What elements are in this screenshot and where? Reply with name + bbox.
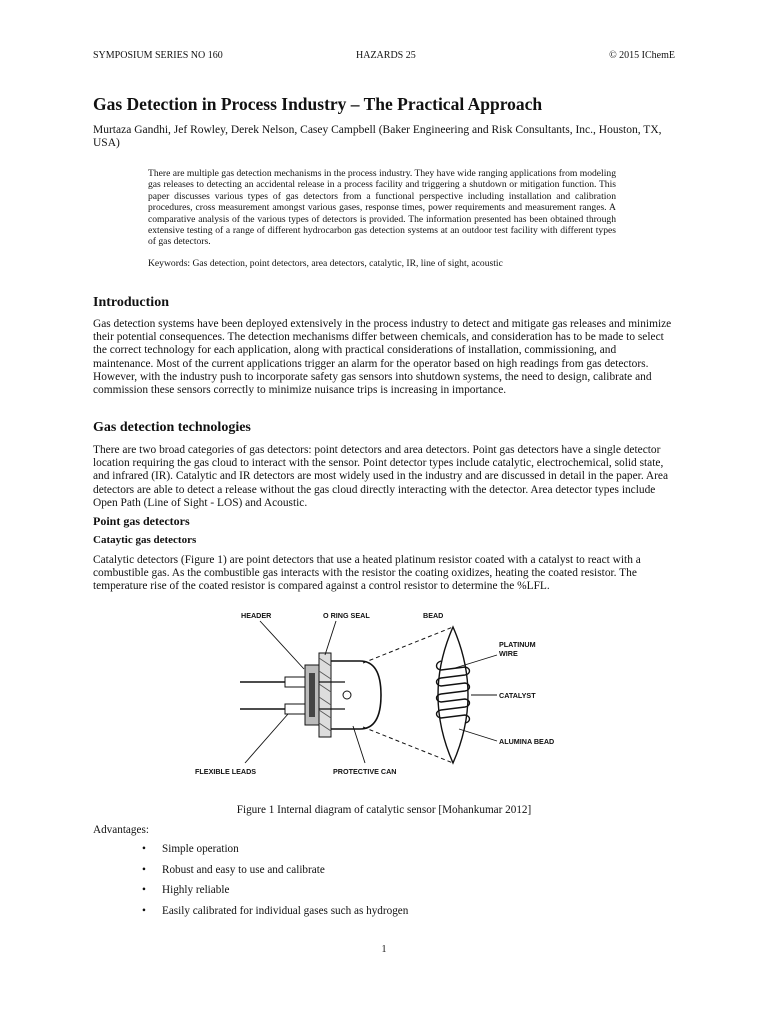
list-item: • Robust and easy to use and calibrate [142,864,408,885]
label-wire: WIRE [499,649,518,658]
list-item: • Easily calibrated for individual gases such as hydrogen [142,905,408,926]
catalytic-heading: Cataytic gas detectors [93,534,197,546]
lead-sleeve-bottom [285,704,307,714]
point-detectors-heading: Point gas detectors [93,514,190,528]
list-item: • Simple operation [142,843,408,864]
label-header: HEADER [241,611,272,620]
leader-alumina-bead [459,729,497,741]
leader-header [260,621,304,669]
advantages-label: Advantages: [93,824,149,836]
running-header-conference: HAZARDS 25 [356,50,416,61]
leader-o-ring [325,621,336,655]
keywords: Keywords: Gas detection, point detectors, area detectors, catalytic, IR, line of sight, acoustic [148,258,503,269]
bead-small [343,691,351,699]
figure-caption: Figure 1 Internal diagram of catalytic sensor [Mohankumar 2012] [236,804,532,816]
catalytic-sensor-diagram [185,603,585,793]
page-number: 1 [381,944,387,955]
running-header-copyright: © 2015 IChemE [609,50,675,61]
lead-sleeve-top [285,677,307,687]
projection-line-bottom [363,727,453,763]
abstract: There are multiple gas detection mechanisms in the process industry. They have wide ranging applications from modeling gas releases to detecting an accidental release in a process facility and triggering a shutdown or mitigation function. This paper discusses various types of gas detectors from a functional perspective including installation and calibration procedures, cross measurement amongst various gases, response times, power requirements and measurement ranges. A comparative analysis of the various types of detectors is provided. The information presented has been obtained through extensive testing of a range of different hydrocarbon gas detection systems at an outdoor test facility with different types of gas detectors. [148,168,616,248]
leader-flexible-leads [245,714,288,763]
list-item: • Highly reliable [142,884,408,905]
label-catalyst: CATALYST [499,691,536,700]
introduction-heading: Introduction [93,295,169,310]
technologies-heading: Gas detection technologies [93,420,251,435]
label-platinum: PLATINUM [499,640,536,649]
bead-enlarged [438,627,468,763]
leader-protective-can [353,726,365,763]
catalytic-paragraph: Catalytic detectors (Figure 1) are point detectors that use a heated platinum resistor coated with a catalyst to react with a combustible gas. As the combustible gas interacts with the resistor the coating oxidizes, heating the coated resistor. The temperature rise of the coated resistor is compared against a control resistor to determine the %LFL. [93,554,641,593]
protective-can [331,661,381,729]
author-list: Murtaza Gandhi, Jef Rowley, Derek Nelson, Casey Campbell (Baker Engineering and Risk Consultants, Inc., Houston, TX, USA) [93,124,662,149]
label-o-ring-seal: O RING SEAL [323,611,370,620]
label-flexible-leads: FLEXIBLE LEADS [195,767,257,776]
projection-line-top [363,627,453,663]
label-alumina-bead: ALUMINA BEAD [499,737,555,746]
paper-title: Gas Detection in Process Industry – The Practical Approach [93,94,543,114]
sensor-diagram-svg [185,603,585,793]
technologies-paragraph: There are two broad categories of gas detectors: point detectors and area detectors. Point gas detectors have a single detector location requiring the gas cloud to interact with the sensor. Point detector types include catalytic, electrochemical, solid state, and infrared (IR). Catalytic and IR detectors are most widely used in the industry and are discussed in detail in the paper. Area detectors are able to detect a release without the gas cloud directly interacting with the detector. Area detector types include Open Path (Line of Sight - LOS) and Acoustic. [93,444,669,509]
running-header-series: SYMPOSIUM SERIES NO 160 [93,50,223,61]
running-header [93,50,675,64]
label-bead: BEAD [423,611,444,620]
advantages-list [142,843,408,925]
introduction-paragraph: Gas detection systems have been deployed extensively in the process industry to detect and mitigate gas releases and minimize their potential consequences. The detection mechanisms differ between chemicals, and consideration has to be made to select the correct technology for each application, along with practical considerations of installation, commissioning, and maintenance. Most of the current applications trigger an alarm for the operator based on high readings from gas detectors. However, with the industry push to incorporate safety gas sensors into shutdown systems, the need to design, calibrate and commission these sensors correctly to minimize nuisance trips is increasing in importance. [93,318,672,397]
header-core [309,673,315,717]
label-protective-can: PROTECTIVE CAN [333,767,397,776]
